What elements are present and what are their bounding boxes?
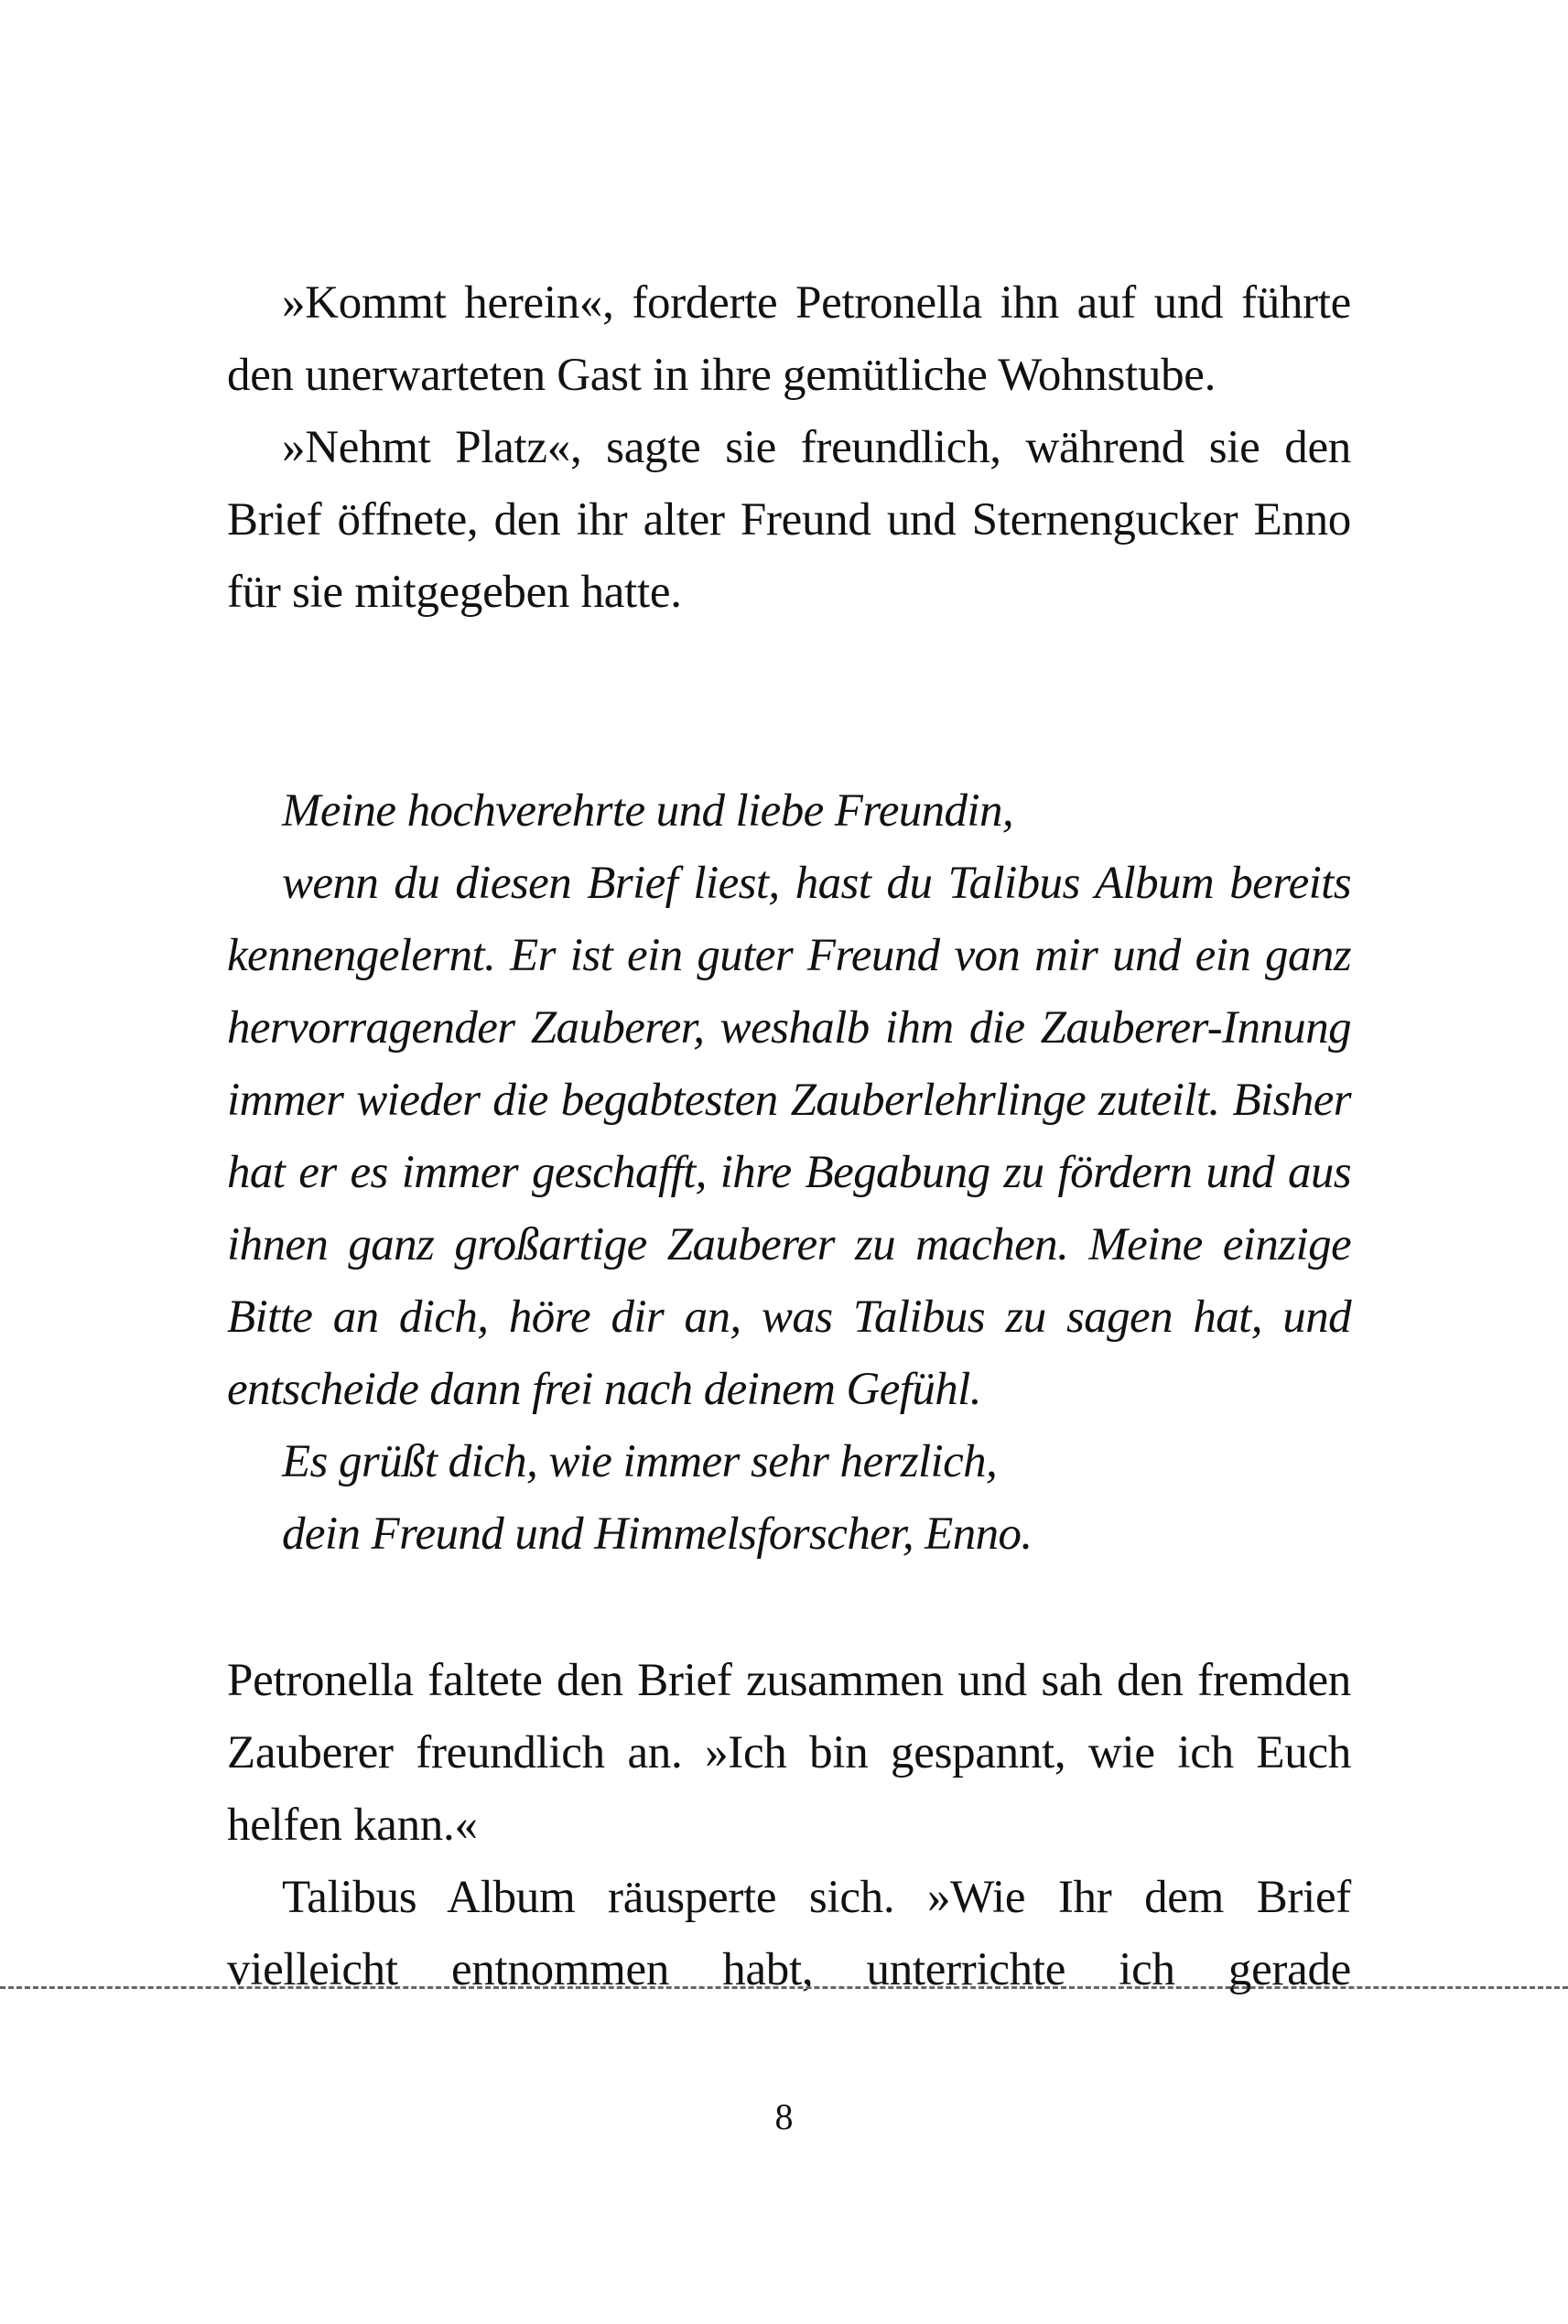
paragraph: »Kommt herein«, forderte Petronella ihn auf und führte den unerwarteten Gast in ihre gemütliche Wohnstube.: [227, 277, 1351, 401]
letter-signature: dein Freund und Himmelsforscher, Enno.: [282, 1508, 1033, 1560]
page-cut-divider: [0, 1986, 1568, 1989]
paragraph: »Nehmt Platz«, sagte sie freundlich, während sie den Brief öffnete, den ihr alter Freund und Sternengucker Enno für sie mitgegeben hatte.: [227, 422, 1351, 618]
continuation-text: [227, 1645, 1351, 2006]
letter-block: [227, 775, 1351, 1571]
letter-salutation: Meine hochverehrte und liebe Freundin,: [282, 785, 1014, 837]
paragraph: Talibus Album räusperte sich. »Wie Ihr dem Brief vielleicht entnommen habt, unterrichte ich gerade: [227, 1872, 1351, 1995]
paragraph: Petronella faltete den Brief zusammen und sah den fremden Zauberer freundlich an. »Ich bin gespannt, wie ich Euch helfen kann.«: [227, 1655, 1351, 1851]
opening-text: [227, 267, 1351, 629]
page-number: 8: [774, 2096, 794, 2137]
letter-body: wenn du diesen Brief liest, hast du Talibus Album bereits kennengelernt. Er ist ein guter Freund von mir und ein ganz hervorragender Zauberer, weshalb ihm die Zauberer-Innung immer wieder die begabtesten Zauberlehrlinge zuteilt. Bisher hat er es immer geschafft, ihre Begabung zu fördern und aus ihnen ganz großartige Zauberer zu machen. Meine einzige Bitte an dich, höre dir an, was Talibus zu sagen hat, und entscheide dann frei nach deinem Gefühl.: [227, 858, 1351, 1415]
letter-closing: Es grüßt dich, wie immer sehr herzlich,: [282, 1436, 998, 1487]
